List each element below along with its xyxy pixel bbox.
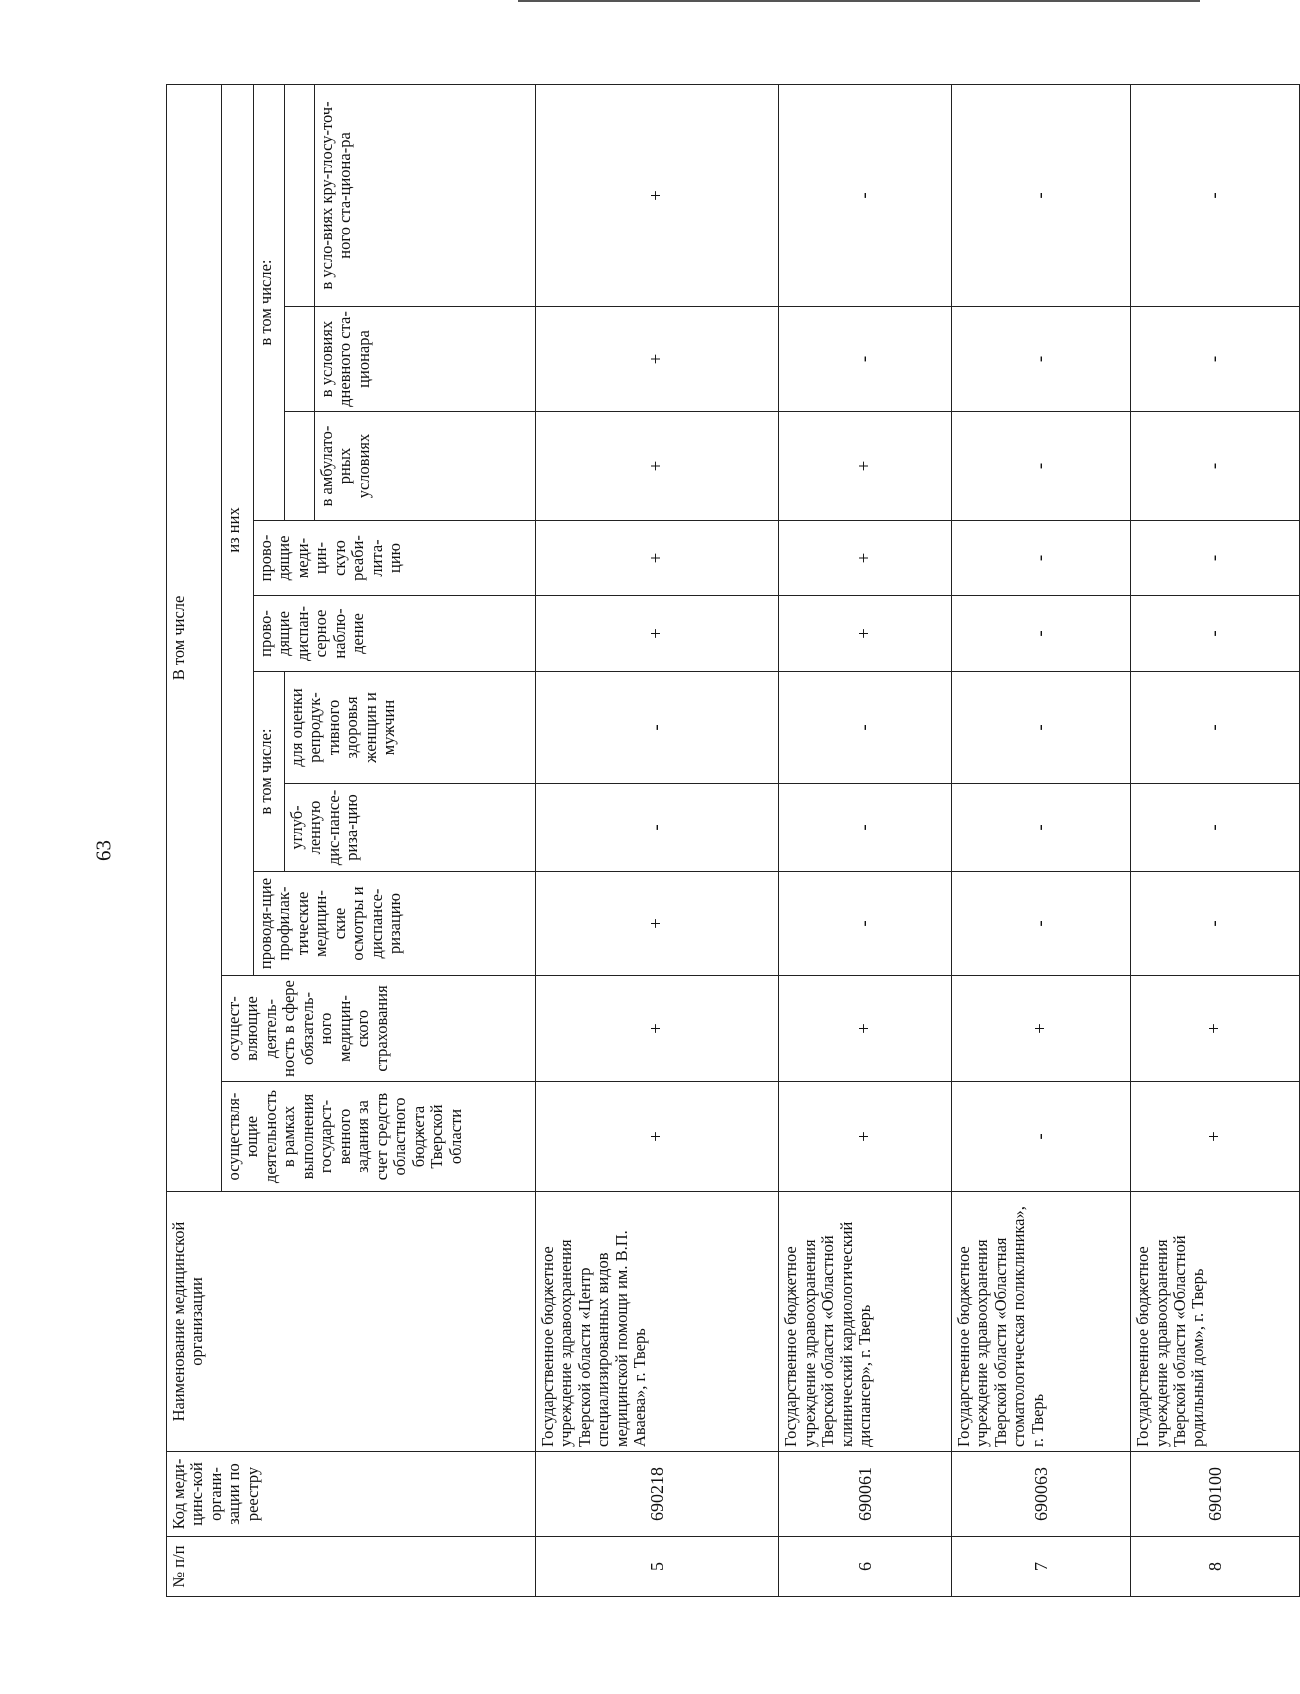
mark-state-task: + <box>536 1082 779 1192</box>
header-incl-1: в том числе: <box>254 672 285 872</box>
row-num: 7 <box>951 1537 1130 1597</box>
header-ambul <box>285 412 315 521</box>
mark-repro: - <box>779 672 952 784</box>
header-including: В том числе <box>167 84 222 1191</box>
row-org-name: Государственное бюджетное учреждение здравоохранения Тверской области «Областной родильный дом», г. Тверь <box>1131 1192 1300 1452</box>
row-num: 5 <box>536 1537 779 1597</box>
mark-disp: + <box>536 596 779 672</box>
header-name: Наименование медицинской организации <box>167 1192 536 1452</box>
header-day-text: в условиях дневного ста-ционара <box>315 307 536 412</box>
mark-day: - <box>951 307 1130 412</box>
header-ambul-text: в амбулато-рных условиях <box>315 412 536 521</box>
mark-prof: - <box>951 872 1130 976</box>
row-org-name: Государственное бюджетное учреждение здравоохранения Тверской области «Областная стоматологическая поликлиника», г. Тверь <box>951 1192 1130 1452</box>
header-oms: осущест-вляющие деятель-ность в сфере обязатель-ного медицин-ского страхования <box>222 976 536 1082</box>
page-number: 63 <box>91 840 116 861</box>
mark-round: - <box>951 84 1130 306</box>
header-rehab: прово-дящие меди-цин-скую реаби-лита-цию <box>254 521 536 596</box>
header-code: Код меди-цинс-кой органи-зации по реестру <box>167 1452 536 1537</box>
mark-oms: + <box>536 976 779 1082</box>
mark-deep: - <box>951 784 1130 872</box>
row-org-name: Государственное бюджетное учреждение здравоохранения Тверской области «Областной клинический кардиологический диспансер», г. Тверь <box>779 1192 952 1452</box>
mark-round: - <box>1131 84 1300 306</box>
header-disp: прово-дящие диспан-серное наблю-дение <box>254 596 536 672</box>
mark-rehab: - <box>951 521 1130 596</box>
mark-oms: + <box>779 976 952 1082</box>
mark-day: - <box>1131 307 1300 412</box>
row-org-name: Государственное бюджетное учреждение здравоохранения Тверской области «Центр специализированных видов медицинской помощи им. В.П. Аваева», г. Тверь <box>536 1192 779 1452</box>
mark-rehab: + <box>779 521 952 596</box>
mark-prof: - <box>1131 872 1300 976</box>
table-row <box>536 84 779 1596</box>
medical-organizations-table <box>166 84 1300 1597</box>
mark-disp: - <box>951 596 1130 672</box>
mark-day: - <box>779 307 952 412</box>
mark-rehab: + <box>536 521 779 596</box>
mark-deep: - <box>536 784 779 872</box>
header-num: № п/п <box>167 1537 536 1597</box>
table-row <box>1131 84 1300 1596</box>
mark-round: + <box>536 84 779 306</box>
mark-deep: - <box>1131 784 1300 872</box>
header-state-task: осуществля-ющие деятельность в рамках выполнения государст-венного задания за счет средств областного бюджета Тверской области <box>222 1082 536 1192</box>
scan-edge-line <box>518 0 1200 2</box>
mark-repro: - <box>951 672 1130 784</box>
header-round-text: в усло-виях кру-глосу-точ-ного ста-циона-ра <box>315 84 536 306</box>
header-day <box>285 307 315 412</box>
row-code: 690218 <box>536 1452 779 1537</box>
row-num: 8 <box>1131 1537 1300 1597</box>
mark-state-task: - <box>951 1082 1130 1192</box>
header-repro: для оценки репродук-тивного здоровья женщин и мужчин <box>285 672 536 784</box>
header-prof: проводя-щие профилак-тические медицин-ские осмотры и диспансе-ризацию <box>254 872 536 976</box>
row-code: 690100 <box>1131 1452 1300 1537</box>
mark-prof: - <box>779 872 952 976</box>
mark-repro: - <box>536 672 779 784</box>
row-num: 6 <box>779 1537 952 1597</box>
row-code: 690061 <box>779 1452 952 1537</box>
mark-oms: + <box>1131 976 1300 1082</box>
mark-repro: - <box>1131 672 1300 784</box>
header-round <box>285 84 315 306</box>
mark-state-task: + <box>1131 1082 1300 1192</box>
table-row <box>951 84 1130 1596</box>
mark-deep: - <box>779 784 952 872</box>
mark-oms: + <box>951 976 1130 1082</box>
mark-day: + <box>536 307 779 412</box>
mark-ambul: + <box>536 412 779 521</box>
header-of-them: из них <box>222 84 254 975</box>
table-row <box>779 84 952 1596</box>
mark-ambul: + <box>779 412 952 521</box>
mark-rehab: - <box>1131 521 1300 596</box>
mark-round: - <box>779 84 952 306</box>
header-deep: углуб-ленную дис-пансе-риза-цию <box>285 784 536 872</box>
mark-state-task: + <box>779 1082 952 1192</box>
header-incl-2: в том числе: <box>254 84 285 520</box>
mark-ambul: - <box>951 412 1130 521</box>
mark-prof: + <box>536 872 779 976</box>
mark-ambul: - <box>1131 412 1300 521</box>
rotated-table-container <box>166 85 1300 1597</box>
mark-disp: - <box>1131 596 1300 672</box>
mark-disp: + <box>779 596 952 672</box>
row-code: 690063 <box>951 1452 1130 1537</box>
